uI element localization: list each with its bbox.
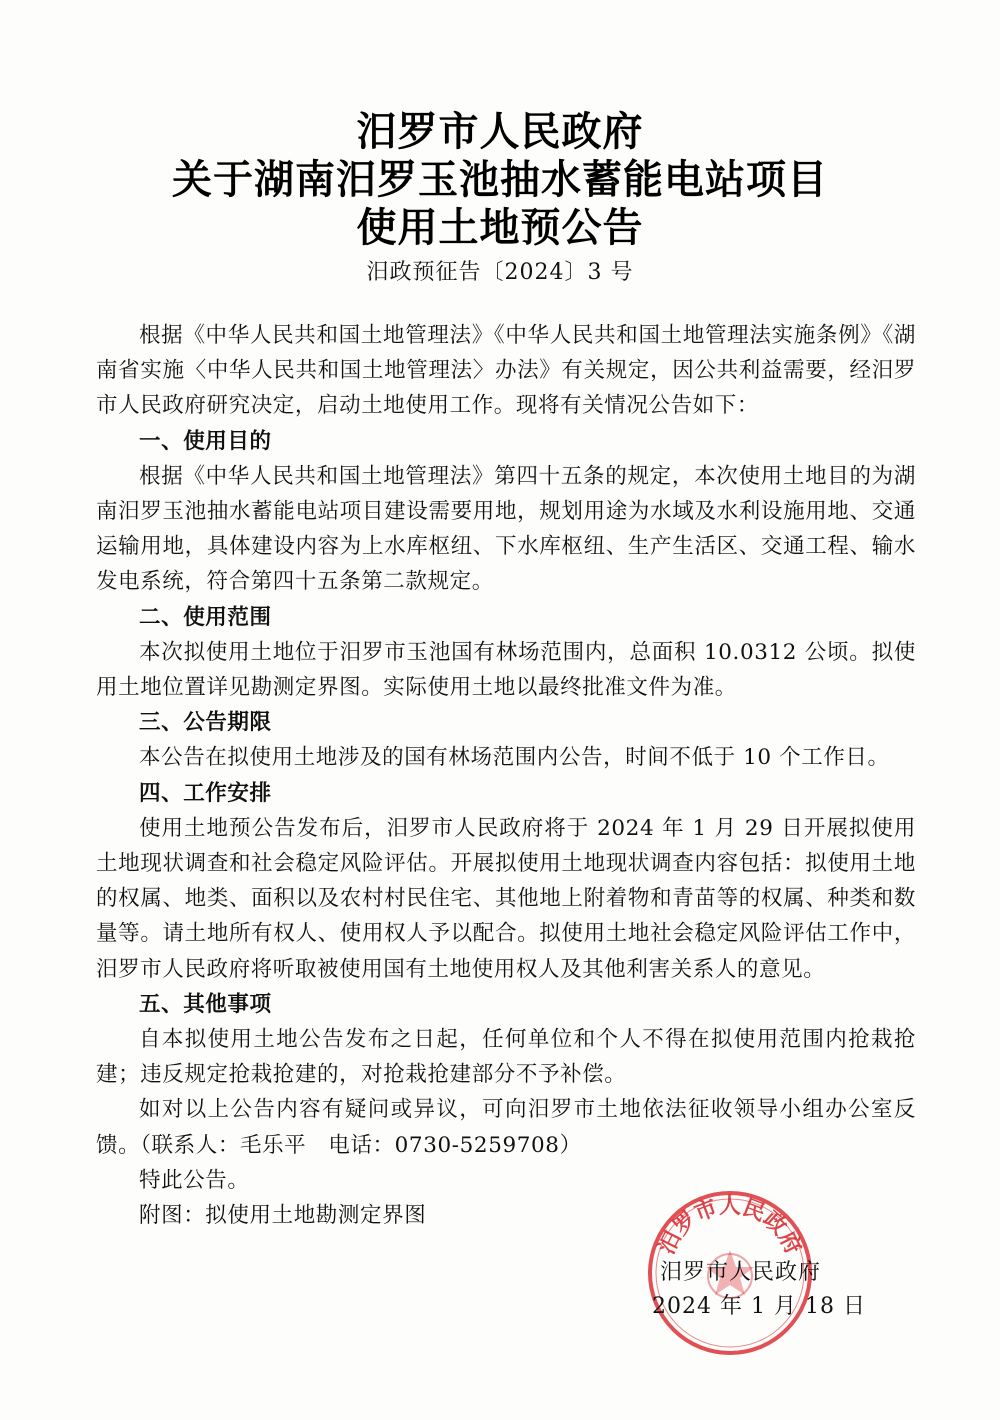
document-number: 汨政预征告〔2024〕3 号 <box>366 260 634 285</box>
document-body <box>96 318 916 1233</box>
closing-text: 特此公告。 <box>139 1167 250 1193</box>
section-text-other: 自本拟使用土地公告发布之日起，任何单位和个人不得在拟使用范围内抢栽抢建；违反规定抢栽抢建的，对抢栽抢建部分不予补偿。 <box>96 1027 916 1088</box>
section-heading-scope: 二、使用范围 <box>139 604 272 630</box>
intro-paragraph: 根据《中华人民共和国土地管理法》《中华人民共和国土地管理法实施条例》《湖南省实施〈中华人民共和国土地管理法〉办法》有关规定，因公共利益需要，经汨罗市人民政府研究决定，启动土地使用工作。现将有关情况公告如下： <box>96 323 916 419</box>
section-text-period: 本公告在拟使用土地涉及的国有林场范围内公告，时间不低于 10 个工作日。 <box>139 745 890 771</box>
signature-org: 汨罗市人民政府 <box>660 1260 822 1285</box>
section-heading-other: 五、其他事项 <box>139 991 272 1017</box>
title-line-1: 汨罗市人民政府 <box>356 108 644 155</box>
contact-paragraph: 如对以上公告内容有疑问或异议，可向汨罗市土地依法征收领导小组办公室反馈。（联系人：毛乐平 电话：0730-5259708） <box>96 1097 916 1158</box>
seal-text: 汨罗市人民政府 <box>654 1194 806 1259</box>
title-line-2: 关于湖南汨罗玉池抽水蓄能电站项目 <box>172 156 828 203</box>
section-heading-purpose: 一、使用目的 <box>139 428 272 454</box>
signature-date: 2024 年 1 月 18 日 <box>652 1294 866 1319</box>
document-title <box>0 108 1000 252</box>
section-text-scope: 本次拟使用土地位于汨罗市玉池国有林场范围内，总面积 10.0312 公顷。拟使用土地位置详见勘测定界图。实际使用土地以最终批准文件为准。 <box>96 639 916 701</box>
section-heading-arrangement: 四、工作安排 <box>139 780 272 806</box>
title-line-3: 使用土地预公告 <box>356 204 644 251</box>
svg-text:汨罗市人民政府 <box>655 1194 807 1258</box>
section-text-arrangement: 使用土地预公告发布后，汨罗市人民政府将于 2024 年 1 月 29 日开展拟使用土地现状调查和社会稳定风险评估。开展拟使用土地现状调查内容包括：拟使用土地的权属、地类、面积以及农村村民住宅、其他地上附着物和青苗等的权属、种类和数量等。请土地所有权人、使用权人予以配合。拟使用土地社会稳定风险评估工作中，汨罗市人民政府将听取被使用国有土地使用权人及其他利害关系人的意见。 <box>96 815 916 982</box>
section-text-purpose: 根据《中华人民共和国土地管理法》第四十五条的规定，本次使用土地目的为湖南汨罗玉池抽水蓄能电站项目建设需要用地，规划用途为水域及水利设施用地、交通运输用地，具体建设内容为上水库枢纽、下水库枢纽、生产生活区、交通工程、输水发电系统，符合第四十五条第二款规定。 <box>96 463 916 595</box>
attachment-text: 附图：拟使用土地勘测定界图 <box>139 1203 427 1229</box>
section-heading-period: 三、公告期限 <box>139 710 272 736</box>
